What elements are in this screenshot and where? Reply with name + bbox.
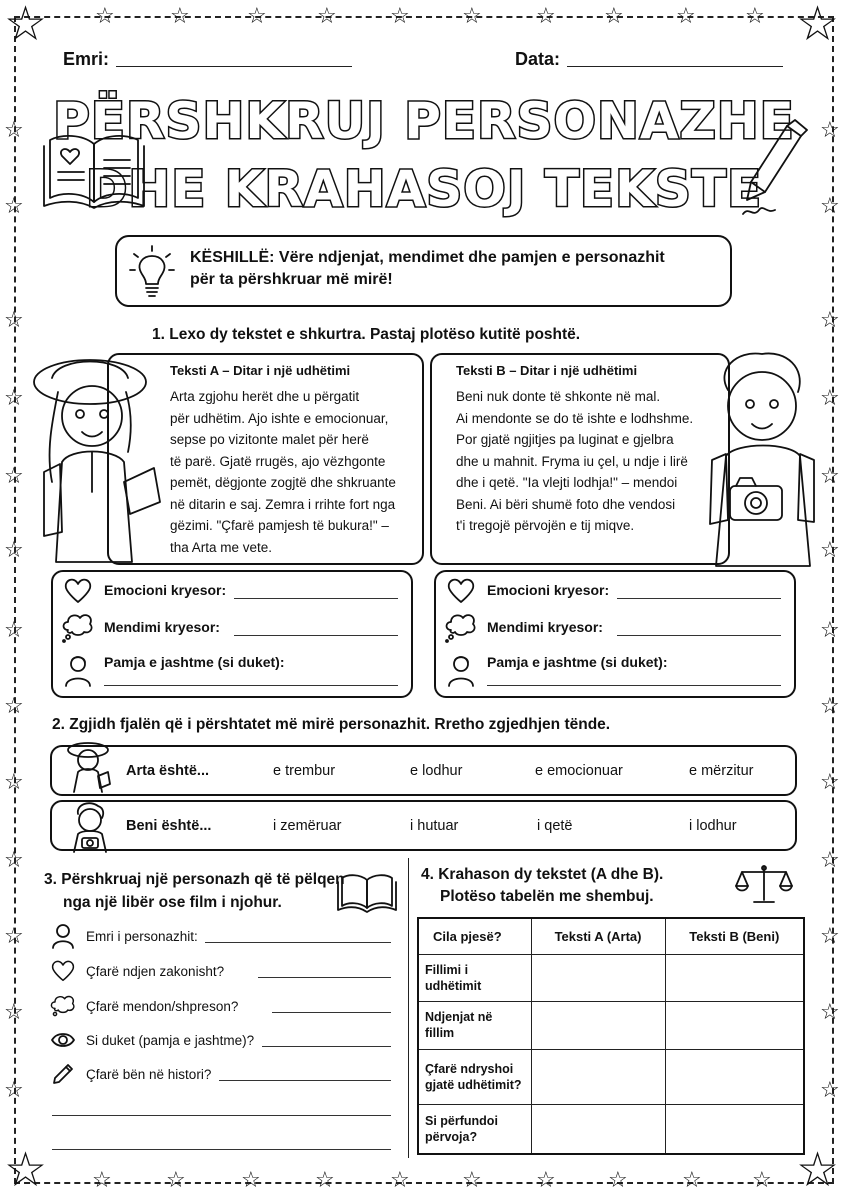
table-row	[418, 1104, 804, 1154]
border-star-icon: ☆	[752, 1168, 772, 1193]
border-star-icon: ☆	[536, 4, 556, 29]
border-star-icon: ☆	[170, 4, 190, 29]
border-star-icon: ☆	[4, 464, 24, 489]
text-b-title: Teksti B – Ditar i një udhëtimi	[456, 363, 638, 378]
border-star-icon: ☆	[4, 1078, 24, 1103]
border-star-icon: ☆	[4, 924, 24, 949]
table-cell[interactable]	[665, 1104, 804, 1154]
border-star-icon: ☆	[4, 1000, 24, 1025]
border-star-icon: ☆	[95, 4, 115, 29]
choice-option[interactable]: i lodhur	[689, 818, 737, 834]
border-star-icon: ☆	[4, 848, 24, 873]
actions-label: Çfarë bën në histori?	[86, 1067, 212, 1082]
emotion-label-a: Emocioni kryesor:	[104, 582, 227, 598]
row-header: Çfarë ndryshoi gjatë udhëtimit?	[418, 1049, 531, 1104]
extra-writing-line[interactable]	[52, 1115, 391, 1116]
border-star-icon: ☆	[820, 538, 840, 563]
border-star-icon: ☆	[4, 308, 24, 333]
row-header: Fillimi i udhëtimit	[418, 954, 531, 1001]
thought-bubble-icon	[50, 994, 76, 1018]
section1-heading: 1. Lexo dy tekstet e shkurtra. Pastaj plotëso kutitë poshtë.	[152, 326, 581, 343]
corner-star-icon: ☆	[796, 1142, 840, 1198]
choice-label-beni: Beni është...	[126, 818, 212, 834]
corner-star-icon: ☆	[4, 1142, 48, 1198]
actions-field[interactable]	[219, 1080, 391, 1081]
choice-option[interactable]: e trembur	[273, 763, 336, 779]
text-b-line: dhe i qetë. "Ia vlejti lodhja!" – mendoi	[456, 475, 678, 490]
tip-line2: për ta përshkruar më mirë!	[190, 271, 393, 288]
border-star-icon: ☆	[317, 4, 337, 29]
border-star-icon: ☆	[462, 4, 482, 29]
choice-option[interactable]: i zemëruar	[273, 818, 342, 834]
person-icon	[52, 924, 74, 948]
table-header-row	[418, 918, 804, 954]
character-name-field[interactable]	[205, 942, 391, 943]
border-star-icon: ☆	[536, 1168, 556, 1193]
text-a-line: të parë. Gjatë rrugës, ajo vëzhgonte	[170, 453, 386, 469]
border-star-icon: ☆	[820, 308, 840, 333]
extra-writing-line[interactable]	[52, 1149, 391, 1150]
border-star-icon: ☆	[4, 386, 24, 411]
text-a-line: për udhëtim. Ajo ishte e emocionuar,	[170, 410, 389, 426]
border-star-icon: ☆	[4, 618, 24, 643]
text-a-line: pemët, dëgjonte zogjtë dhe shkruante	[170, 475, 396, 490]
border-star-icon: ☆	[462, 1168, 482, 1193]
section3-heading-line2: nga një libër ose film i njohur.	[63, 894, 282, 911]
text-b-line: t'i tregojë përvojën e tij miqve.	[456, 518, 635, 533]
thought-label-b: Mendimi kryesor:	[487, 619, 603, 635]
row-header: Si përfundoi përvoja?	[418, 1104, 531, 1154]
open-book-heart-icon	[44, 130, 144, 210]
border-star-icon: ☆	[241, 1168, 261, 1193]
border-star-icon: ☆	[820, 924, 840, 949]
section2-heading: 2. Zgjidh fjalën që i përshtatet më mirë personazhit. Rretho zgjedhjen tënde.	[52, 716, 611, 733]
name-field[interactable]	[116, 66, 352, 67]
appearance-label-a: Pamja e jashtme (si duket):	[104, 654, 285, 670]
text-a-line: tha Arta me vete.	[170, 539, 273, 555]
thoughts-label: Çfarë mendon/shpreson?	[86, 999, 239, 1014]
thought-bubble-icon	[62, 612, 94, 642]
appearance-label-b: Pamja e jashtme (si duket):	[487, 654, 668, 670]
comparison-table	[417, 917, 805, 1155]
text-b-body	[456, 386, 693, 537]
name-label: Emri:	[63, 49, 110, 69]
tip-line1: KËSHILLË: Vëre ndjenjat, mendimet dhe pamjen e personazhit	[190, 249, 665, 266]
looks-label: Si duket (pamja e jashtme)?	[86, 1033, 255, 1048]
feelings-field[interactable]	[258, 977, 391, 978]
table-cell[interactable]	[665, 1001, 804, 1049]
border-star-icon: ☆	[820, 464, 840, 489]
choice-option[interactable]: i qetë	[537, 818, 573, 834]
border-star-icon: ☆	[166, 1168, 186, 1193]
looks-field[interactable]	[262, 1046, 391, 1047]
table-cell[interactable]	[531, 954, 665, 1001]
border-star-icon: ☆	[4, 118, 24, 143]
thoughts-field[interactable]	[272, 1012, 391, 1013]
date-label: Data:	[515, 49, 561, 69]
thought-bubble-icon	[445, 612, 477, 642]
corner-star-icon: ☆	[4, 0, 48, 52]
border-star-icon: ☆	[390, 4, 410, 29]
text-a-line: në ditarin e saj. Zemra i rrihte fort nga	[170, 496, 396, 512]
pencil-icon	[52, 1063, 74, 1085]
text-b-line: Beni nuk donte të shkonte në mal.	[456, 389, 661, 404]
border-star-icon: ☆	[4, 694, 24, 719]
border-star-icon: ☆	[4, 194, 24, 219]
text-a-body	[170, 386, 396, 558]
character-name-label: Emri i personazhit:	[86, 929, 198, 944]
thought-label-a: Mendimi kryesor:	[104, 619, 220, 635]
table-cell[interactable]	[665, 954, 804, 1001]
table-header: Teksti B (Beni)	[665, 918, 804, 954]
border-star-icon: ☆	[820, 848, 840, 873]
border-star-icon: ☆	[390, 1168, 410, 1193]
border-star-icon: ☆	[92, 1168, 112, 1193]
table-cell[interactable]	[531, 1104, 665, 1154]
table-cell[interactable]	[531, 1049, 665, 1104]
border-star-icon: ☆	[745, 4, 765, 29]
balance-scale-icon	[736, 864, 792, 904]
text-a-line: gëzimi. "Çfarë pamjesh të bukura!" –	[170, 518, 389, 533]
border-star-icon: ☆	[608, 1168, 628, 1193]
table-header: Cila pjesë?	[418, 918, 531, 954]
feelings-label: Çfarë ndjen zakonisht?	[86, 964, 225, 979]
choice-option[interactable]: i hutuar	[410, 818, 459, 834]
row-header: Ndjenjat në fillim	[418, 1001, 531, 1049]
person-icon	[64, 654, 92, 686]
heart-icon	[51, 960, 75, 982]
section4-heading	[421, 864, 663, 908]
eye-icon	[51, 1032, 75, 1048]
page-title-line1: PËRSHKRUJ PERSONAZHE	[53, 92, 795, 150]
border-star-icon: ☆	[820, 618, 840, 643]
emotion-field-b[interactable]	[617, 598, 781, 599]
appearance-field-a[interactable]	[104, 685, 398, 686]
border-star-icon: ☆	[820, 694, 840, 719]
border-star-icon: ☆	[676, 4, 696, 29]
boy-avatar-icon	[68, 800, 112, 854]
border-star-icon: ☆	[604, 4, 624, 29]
border-star-icon: ☆	[820, 386, 840, 411]
pencil-illustration-icon	[735, 122, 805, 222]
border-star-icon: ☆	[682, 1168, 702, 1193]
choice-option[interactable]: e lodhur	[410, 763, 463, 779]
closed-book-icon	[338, 872, 396, 912]
border-star-icon: ☆	[820, 770, 840, 795]
border-star-icon: ☆	[315, 1168, 335, 1193]
emotion-label-b: Emocioni kryesor:	[487, 582, 610, 598]
thought-field-a[interactable]	[234, 635, 398, 636]
border-star-icon: ☆	[4, 770, 24, 795]
tip-text	[190, 247, 720, 291]
heart-icon	[64, 578, 92, 604]
text-a-line: Arta zgjohu herët dhe u përgatit	[170, 389, 360, 404]
border-star-icon: ☆	[4, 538, 24, 563]
table-cell[interactable]	[665, 1049, 804, 1104]
border-star-icon: ☆	[820, 1000, 840, 1025]
text-b-line: Ai mendonte se do të ishte e lodhshme.	[456, 410, 694, 426]
page-title-line2: DHE KRAHASOJ TEKSTE	[85, 160, 763, 218]
section3-heading	[44, 868, 345, 914]
girl-avatar-icon	[64, 740, 112, 794]
section3-heading-line1: 3. Përshkruaj një personazh që të pëlqen	[44, 871, 345, 888]
text-b-line: Beni. Ai bëri shumë foto dhe vendosi	[456, 496, 676, 512]
section-divider	[408, 858, 409, 1158]
section4-heading-line2: Plotëso tabelën me shembuj.	[440, 888, 654, 905]
lightbulb-icon	[130, 246, 174, 298]
choice-option[interactable]: e mërzitur	[689, 763, 754, 779]
text-b-line: dhe u mahnit. Fryma iu çel, u ndje i lirë	[456, 453, 688, 469]
text-b-line: Por gjatë ngjitjes pa luginat e gjelbra	[456, 432, 674, 447]
border-star-icon: ☆	[820, 194, 840, 219]
appearance-field-b[interactable]	[487, 685, 781, 686]
section4-heading-line1: 4. Krahason dy tekstet (A dhe B).	[421, 866, 664, 883]
date-field[interactable]	[567, 66, 783, 67]
emotion-field-a[interactable]	[234, 598, 398, 599]
text-a-line: sepse po vizitonte malet për herë	[170, 432, 369, 447]
table-cell[interactable]	[531, 1001, 665, 1049]
border-star-icon: ☆	[247, 4, 267, 29]
table-row	[418, 954, 804, 1001]
choice-label-arta: Arta është...	[126, 763, 209, 779]
table-row	[418, 1001, 804, 1049]
border-star-icon: ☆	[820, 118, 840, 143]
text-a-title: Teksti A – Ditar i një udhëtimi	[170, 363, 351, 378]
border-star-icon: ☆	[820, 1078, 840, 1103]
thought-field-b[interactable]	[617, 635, 781, 636]
table-row	[418, 1049, 804, 1104]
heart-icon	[447, 578, 475, 604]
person-icon	[447, 654, 475, 686]
corner-star-icon: ☆	[796, 0, 840, 52]
choice-option[interactable]: e emocionuar	[535, 763, 623, 779]
table-header: Teksti A (Arta)	[531, 918, 665, 954]
